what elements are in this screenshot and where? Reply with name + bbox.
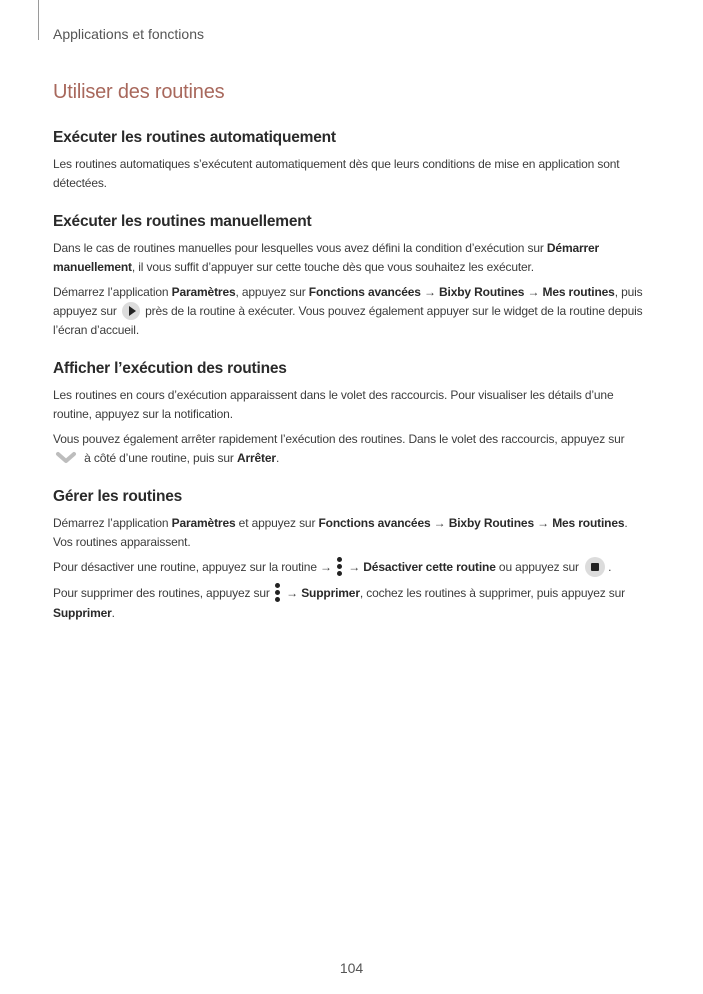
- header-rule: [38, 0, 39, 40]
- text: .: [111, 606, 115, 620]
- bold-term: Arrêter: [236, 451, 276, 465]
- bold-term: Mes routines: [542, 285, 615, 299]
- section-view: [53, 360, 649, 468]
- more-options-icon: [275, 583, 281, 603]
- section-heading: Exécuter les routines automatiquement: [53, 129, 336, 146]
- page-title: Utiliser des routines: [53, 81, 225, 103]
- text: . Vos routines apparaissent.: [53, 516, 628, 549]
- bold-term: Fonctions avancées: [308, 285, 421, 299]
- paragraph: [53, 514, 649, 552]
- bold-term: Paramètres: [171, 285, 236, 299]
- paragraph: [53, 239, 649, 277]
- text: Démarrez l’application: [53, 285, 172, 299]
- bold-term: Fonctions avancées: [318, 516, 431, 530]
- section-manage: [53, 488, 649, 623]
- paragraph: Les routines automatiques s’exécutent automatiquement dès que leurs conditions de mise en application sont détectées.: [53, 157, 620, 190]
- section-heading: Gérer les routines: [53, 488, 183, 505]
- arrow: →: [430, 516, 449, 530]
- arrow: →: [345, 560, 364, 575]
- text: Pour supprimer des routines, appuyez sur: [53, 586, 273, 601]
- page-number: 104: [339, 960, 364, 976]
- bold-term: Supprimer: [53, 606, 112, 620]
- bold-term: Paramètres: [171, 516, 236, 530]
- text: , appuyez sur: [235, 285, 309, 299]
- bold-term: Supprimer: [301, 586, 360, 601]
- text: à côté d’une routine, puis sur: [81, 451, 237, 465]
- text: Vous pouvez également arrêter rapidement l’exécution des routines. Dans le volet des raccourcis, appuyez sur: [53, 432, 625, 446]
- arrow: →: [420, 285, 440, 299]
- bold-term: Mes routines: [552, 516, 625, 530]
- paragraph: Les routines en cours d’exécution apparaissent dans le volet des raccourcis. Pour visualiser les détails d’une routine, appuyez sur la notification.: [53, 388, 614, 421]
- arrow: →: [533, 516, 553, 530]
- text: près de la routine à exécuter. Vous pouvez également appuyer sur le widget de la routine depuis l’écran d’accueil.: [53, 304, 643, 337]
- running-header: Applications et fonctions: [53, 26, 204, 42]
- text: , il vous suffit d’appuyer sur cette touche dès que vous souhaitez les exécuter.: [131, 260, 534, 274]
- bold-term: Bixby Routines: [448, 516, 534, 530]
- chevron-down-icon: [55, 451, 77, 465]
- text: Pour désactiver une routine, appuyez sur la routine →: [53, 560, 336, 575]
- text: ou appuyez sur: [495, 560, 583, 575]
- arrow: →: [524, 285, 543, 299]
- text: .: [275, 451, 280, 465]
- section-auto: [53, 129, 649, 193]
- paragraph: [53, 430, 649, 468]
- paragraph: [53, 283, 649, 340]
- text: .: [608, 560, 612, 575]
- play-circle-icon: [122, 302, 140, 320]
- section-heading: Exécuter les routines manuellement: [53, 213, 312, 230]
- main-content: [53, 81, 649, 643]
- bold-term: Désactiver cette routine: [363, 560, 496, 575]
- text: et appuyez sur: [235, 516, 319, 530]
- text: , cochez les routines à supprimer, puis appuyez sur: [359, 586, 626, 601]
- section-manual: [53, 213, 649, 340]
- more-options-icon: [337, 557, 343, 577]
- arrow: →: [282, 586, 302, 601]
- paragraph: [53, 558, 649, 578]
- bold-term: Bixby Routines: [439, 285, 525, 299]
- paragraph: [53, 584, 649, 623]
- stop-circle-icon: [585, 557, 605, 577]
- text: Dans le cas de routines manuelles pour lesquelles vous avez défini la condition d’exécution sur: [53, 241, 547, 255]
- text: Démarrez l’application: [53, 516, 172, 530]
- section-heading: Afficher l’exécution des routines: [53, 360, 287, 377]
- bold-term: Démarrer manuellement: [53, 241, 600, 274]
- text: , puis appuyez sur: [53, 285, 643, 318]
